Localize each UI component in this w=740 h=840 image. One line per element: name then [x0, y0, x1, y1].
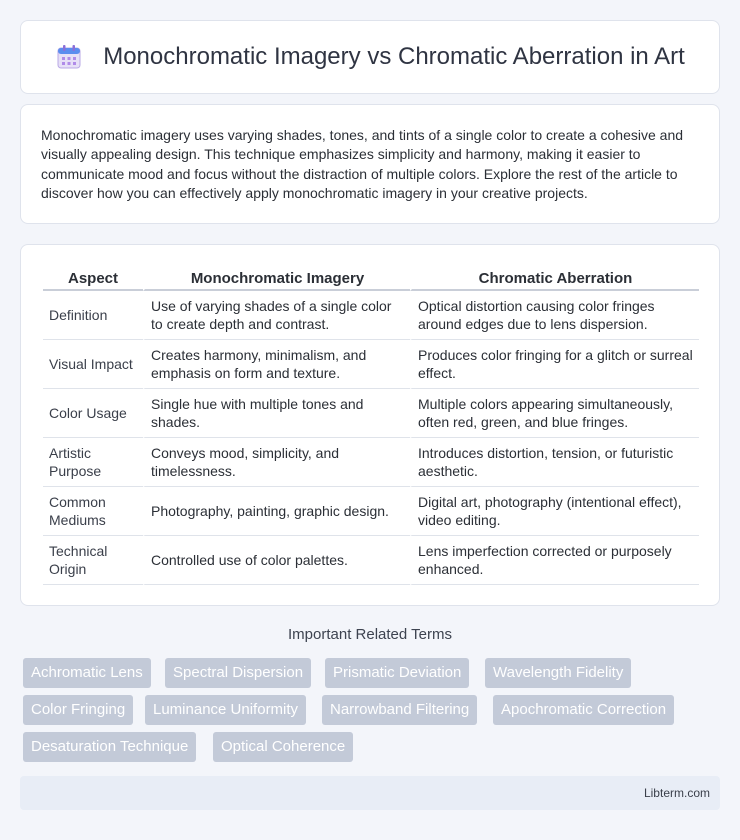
- tag-color-fringing[interactable]: Color Fringing: [23, 695, 133, 725]
- tag-luminance-uniformity[interactable]: Luminance Uniformity: [145, 695, 306, 725]
- table-row: [43, 389, 699, 438]
- table-row: [43, 487, 699, 536]
- cell-chromatic: Introduces distortion, tension, or futuristic aesthetic.: [410, 438, 699, 487]
- table-row: [43, 340, 699, 389]
- cell-aspect: Definition: [43, 291, 143, 340]
- table-row: [43, 536, 699, 585]
- cell-monochromatic: Controlled use of color palettes.: [143, 536, 410, 585]
- cell-monochromatic: Photography, painting, graphic design.: [143, 487, 410, 536]
- comparison-card: [20, 244, 720, 606]
- cell-monochromatic: Creates harmony, minimalism, and emphasis on form and texture.: [143, 340, 410, 389]
- footer: [20, 776, 720, 810]
- tag-achromatic-lens[interactable]: Achromatic Lens: [23, 658, 151, 688]
- table-row: [43, 438, 699, 487]
- cell-monochromatic: Single hue with multiple tones and shades.: [143, 389, 410, 438]
- header-aspect: Aspect: [43, 265, 143, 291]
- header-chromatic: Chromatic Aberration: [410, 265, 699, 291]
- cell-monochromatic: Conveys mood, simplicity, and timelessness.: [143, 438, 410, 487]
- cell-monochromatic: Use of varying shades of a single color to create depth and contrast.: [143, 291, 410, 340]
- tag-apochromatic-correction[interactable]: Apochromatic Correction: [493, 695, 674, 725]
- cell-aspect: Technical Origin: [43, 536, 143, 585]
- cell-chromatic: Optical distortion causing color fringes around edges due to lens dispersion.: [410, 291, 699, 340]
- header-monochromatic: Monochromatic Imagery: [143, 265, 410, 291]
- tag-spectral-dispersion[interactable]: Spectral Dispersion: [165, 658, 311, 688]
- comparison-table: [43, 265, 699, 585]
- cell-aspect: Visual Impact: [43, 340, 143, 389]
- cell-chromatic: Multiple colors appearing simultaneously, often red, green, and blue fringes.: [410, 389, 699, 438]
- intro-card: [20, 104, 720, 224]
- calendar-icon: [55, 43, 83, 71]
- page-title: Monochromatic Imagery vs Chromatic Aberration in Art: [103, 43, 685, 70]
- tag-prismatic-deviation[interactable]: Prismatic Deviation: [325, 658, 469, 688]
- cell-chromatic: Produces color fringing for a glitch or surreal effect.: [410, 340, 699, 389]
- related-terms-title: Important Related Terms: [288, 626, 452, 643]
- intro-text: Monochromatic imagery uses varying shades, tones, and tints of a single color to create a cohesive and visually appealing design. This technique emphasizes simplicity and harmony, making it easier to communicate mood and focus without the distraction of multiple colors. Explore the rest of the article to discover how you can effectively apply monochromatic imagery in your creative projects.: [41, 127, 684, 202]
- footer-site-link[interactable]: Libterm.com: [643, 786, 710, 800]
- table-header-row: [43, 265, 699, 291]
- tag-wavelength-fidelity[interactable]: Wavelength Fidelity: [485, 658, 631, 688]
- tag-optical-coherence[interactable]: Optical Coherence: [213, 732, 353, 762]
- cell-aspect: Artistic Purpose: [43, 438, 143, 487]
- tag-narrowband-filtering[interactable]: Narrowband Filtering: [322, 695, 477, 725]
- cell-chromatic: Lens imperfection corrected or purposely enhanced.: [410, 536, 699, 585]
- cell-aspect: Color Usage: [43, 389, 143, 438]
- cell-aspect: Common Mediums: [43, 487, 143, 536]
- header-card: [20, 20, 720, 94]
- table-row: [43, 291, 699, 340]
- cell-chromatic: Digital art, photography (intentional effect), video editing.: [410, 487, 699, 536]
- tag-desaturation-technique[interactable]: Desaturation Technique: [23, 732, 196, 762]
